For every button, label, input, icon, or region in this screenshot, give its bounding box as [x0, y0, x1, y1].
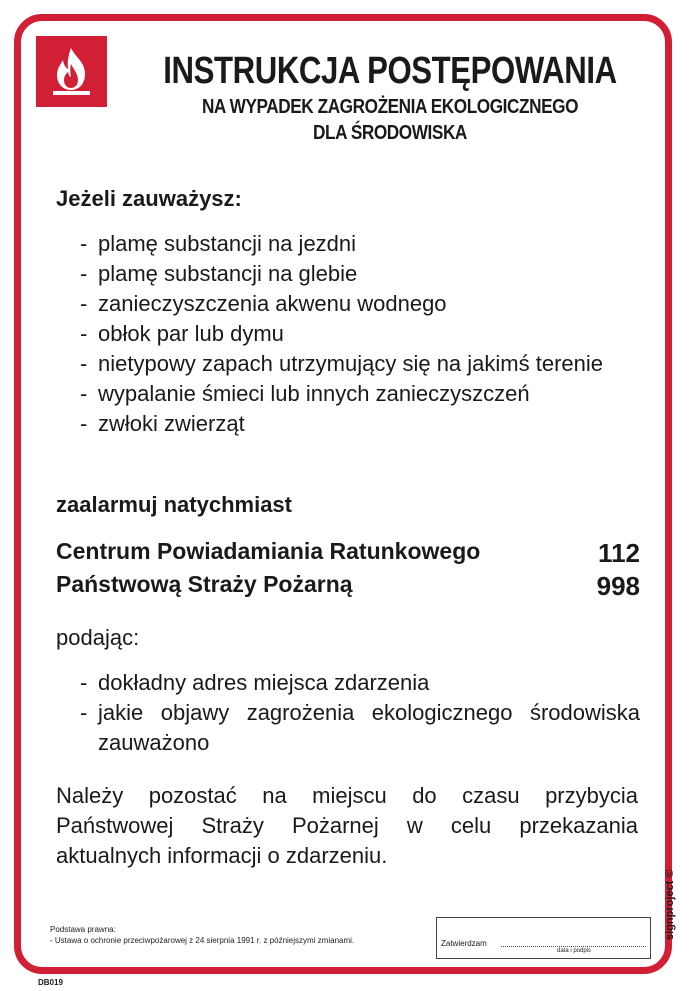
approval-sub: data i podpis	[557, 948, 592, 954]
brand-mark: signproject ©	[664, 869, 676, 940]
approval-box	[436, 917, 651, 959]
approval-label: Zatwierdzam	[441, 939, 487, 948]
contact-number: 112	[598, 538, 640, 568]
title-sub-2: DLA ŚRODOWISKA	[313, 122, 467, 144]
report-heading: podając:	[56, 625, 140, 650]
title-main: INSTRUKCJA POSTĘPOWANIA	[163, 50, 617, 92]
notice-heading: Jeżeli zauważysz:	[56, 186, 242, 211]
alarm-heading: zaalarmuj natychmiast	[56, 492, 292, 517]
list-item: - zwłoki zwierząt	[80, 409, 640, 439]
contact-name: Centrum Powiadamiania Ratunkowego	[56, 538, 481, 564]
closing-paragraph: Należy pozostać na miejscu do czasu przybycia Państwowej Straży Pożarnej w celu przekazania aktualnych informacji o zdarzeniu.	[56, 783, 638, 868]
signature-line	[501, 946, 646, 947]
list-item: - wypalanie śmieci lub innych zanieczyszczeń	[80, 379, 640, 409]
list-item: - plamę substancji na glebie	[80, 259, 640, 289]
legal-basis	[50, 924, 354, 946]
list-item: - dokładny adres miejsca zdarzenia	[80, 668, 640, 698]
contact-row-cpr	[56, 538, 640, 569]
contact-name: Państwową Straży Pożarną	[56, 571, 353, 597]
list-item: - obłok par lub dymu	[80, 319, 640, 349]
legal-label: Podstawa prawna:	[50, 925, 116, 934]
contact-number: 998	[596, 571, 640, 601]
list-item: - jakie objawy zagrożenia ekologicznego środowiska zauważono	[80, 698, 640, 758]
title-sub-1: NA WYPADEK ZAGROŻENIA EKOLOGICZNEGO	[201, 96, 579, 118]
report-list	[80, 668, 640, 758]
list-item: - plamę substancji na jezdni	[80, 229, 640, 259]
product-code: DB019	[38, 978, 63, 987]
flame-icon-box	[36, 36, 107, 107]
notice-list	[80, 229, 640, 439]
contact-row-psp	[56, 571, 640, 602]
legal-text: - Ustawa o ochronie przeciwpożarowej z 24 sierpnia 1991 r. z późniejszymi zmianami.	[50, 936, 355, 945]
list-item: - nietypowy zapach utrzymujący się na jakimś terenie	[80, 349, 640, 379]
list-item: - zanieczyszczenia akwenu wodnego	[80, 289, 640, 319]
flame-icon	[49, 46, 94, 96]
